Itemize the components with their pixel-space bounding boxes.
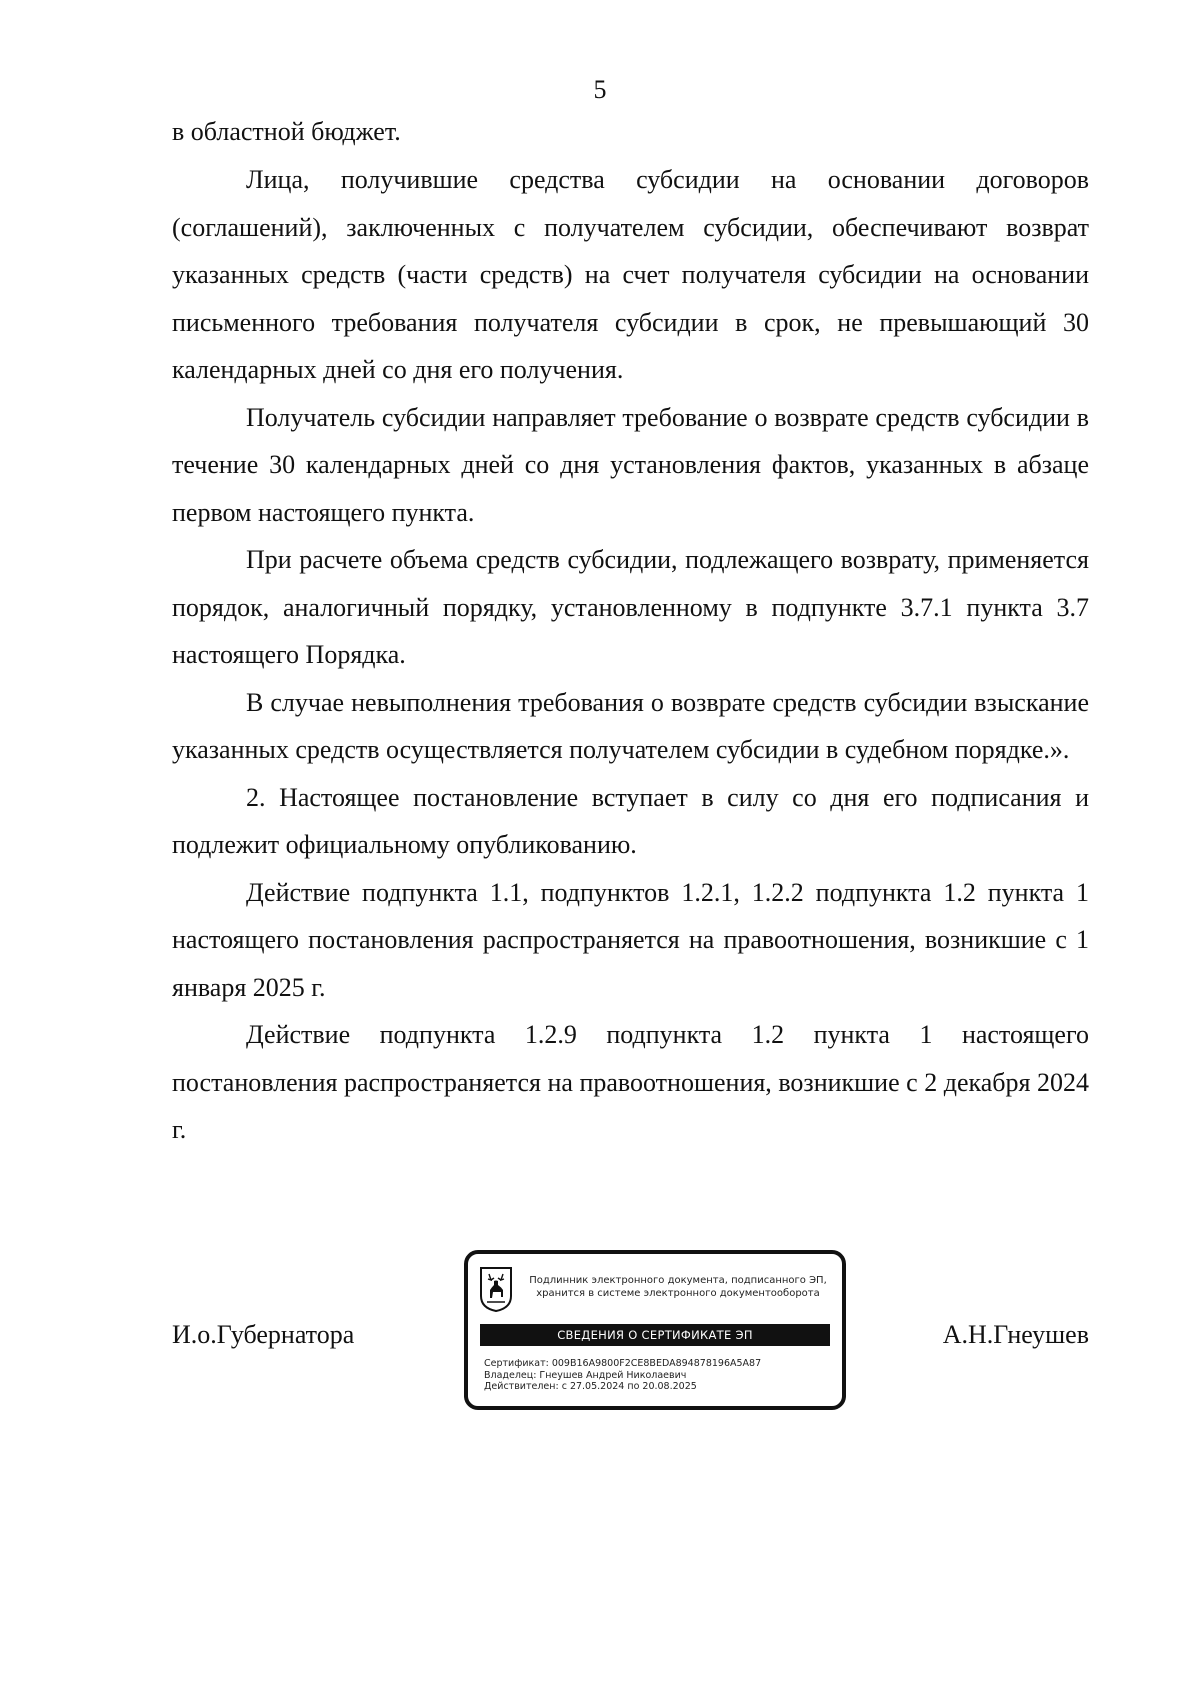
certificate-owner: Владелец: Гнеушев Андрей Николаевич [484, 1369, 687, 1381]
electronic-signature-stamp [464, 1250, 846, 1410]
stamp-details [484, 1358, 834, 1393]
document-body [172, 108, 1089, 1154]
paragraph: При расчете объема средств субсидии, подлежащего возврату, применяется порядок, аналогичный порядку, установленному в подпункте 3.7.1 пункта 3.7 настоящего Порядка. [172, 545, 1089, 669]
paragraph: в областной бюджет. [172, 117, 401, 146]
paragraph: В случае невыполнения требования о возврате средств субсидии взыскание указанных средств осуществляется получателем субсидии в судебном порядке.». [172, 687, 1089, 764]
paragraph: Лица, получившие средства субсидии на основании договоров (соглашений), заключенных с получателем субсидии, обеспечивают возврат указанных средств (части средств) на счет получателя субсидии на основании письменного требования получателя субсидии в срок, не превышающий 30 календарных дней со дня его получения. [172, 165, 1089, 384]
stamp-header-line: хранится в системе электронного документооборота [536, 1288, 820, 1299]
signature-block [0, 1250, 1200, 1410]
certificate-number: Сертификат: 009B16A9800F2CE8BEDA894878196A5A87 [484, 1358, 762, 1369]
signer-name: А.Н.Гнеушев [942, 1320, 1089, 1349]
stamp-header [518, 1274, 838, 1300]
paragraph: 2. Настоящее постановление вступает в силу со дня его подписания и подлежит официальному опубликованию. [172, 782, 1089, 859]
paragraph: Получатель субсидии направляет требование о возврате средств субсидии в течение 30 календарных дней со дня установления фактов, указанных в абзаце первом настоящего пункта. [172, 402, 1089, 527]
stamp-header-line: Подлинник электронного документа, подписанного ЭП, [529, 1275, 827, 1286]
deer-emblem-icon [479, 1266, 513, 1312]
signer-position: И.о.Губернатора [172, 1320, 355, 1349]
certificate-validity: Действителен: с 27.05.2024 по 20.08.2025 [484, 1381, 697, 1392]
stamp-title-bar: СВЕДЕНИЯ О СЕРТИФИКАТЕ ЭП [480, 1324, 830, 1346]
paragraph: Действие подпункта 1.2.9 подпункта 1.2 пункта 1 настоящего постановления распространяется на правоотношения, возникшие с 2 декабря 2024 г. [172, 1020, 1089, 1144]
page-number: 5 [593, 75, 607, 104]
paragraph: Действие подпункта 1.1, подпунктов 1.2.1, 1.2.2 подпункта 1.2 пункта 1 настоящего постановления распространяется на правоотношения, возникшие с 1 января 2025 г. [172, 877, 1089, 1002]
